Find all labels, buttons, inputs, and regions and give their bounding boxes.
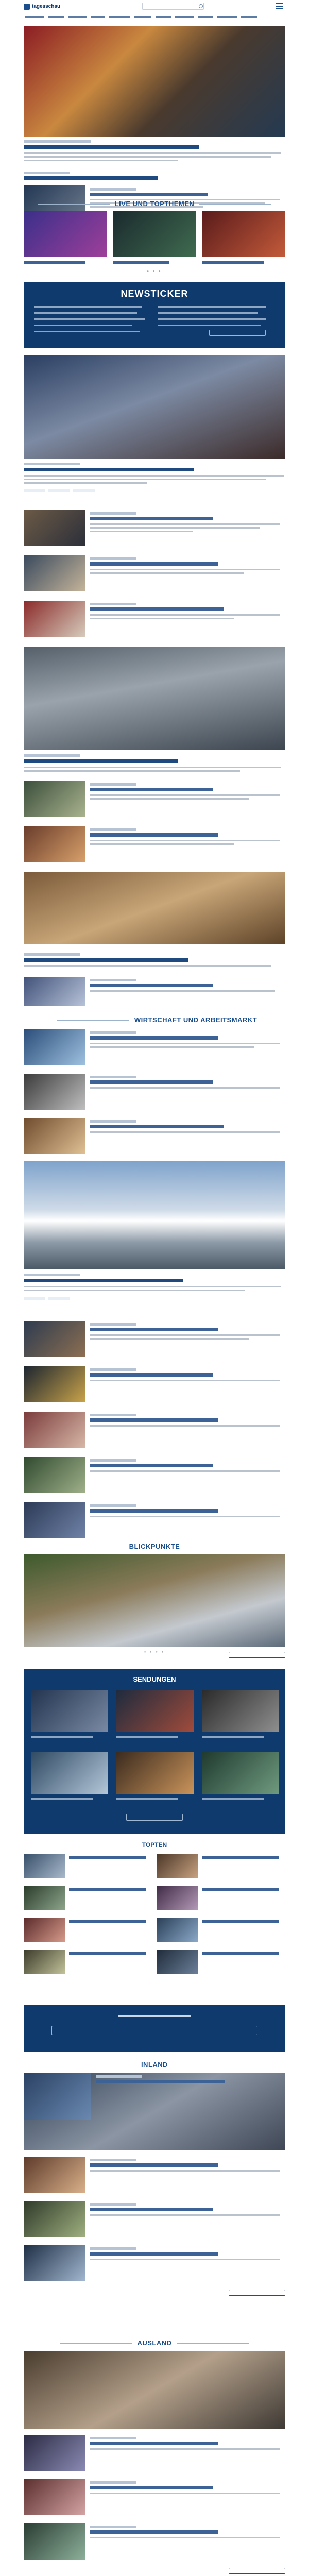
teaser-image[interactable] bbox=[24, 1074, 85, 1110]
teaser-headline[interactable] bbox=[90, 2208, 213, 2211]
teaser-kicker bbox=[90, 1368, 136, 1371]
teaser-headline[interactable] bbox=[90, 2486, 213, 2489]
teaser-kicker bbox=[96, 2075, 142, 2078]
teaser-image[interactable] bbox=[24, 1502, 85, 1538]
ticker-list bbox=[158, 306, 271, 337]
teaser-text bbox=[90, 527, 260, 529]
nav-item[interactable] bbox=[109, 16, 130, 18]
tag-chip[interactable] bbox=[24, 489, 45, 492]
topten-headline[interactable] bbox=[69, 1952, 146, 1955]
teaser-after-feature bbox=[24, 953, 285, 1010]
hero-image[interactable] bbox=[24, 26, 285, 137]
blickpunkte-section bbox=[24, 1543, 285, 1661]
teaser-text bbox=[90, 843, 234, 845]
main-navigation bbox=[24, 14, 285, 21]
teaser-text bbox=[90, 2448, 280, 2450]
tag-chip[interactable] bbox=[24, 1297, 45, 1300]
ticker-item[interactable] bbox=[34, 312, 137, 314]
teaser-headline[interactable] bbox=[96, 2080, 225, 2083]
teaser-text bbox=[90, 1516, 280, 1517]
inland-section bbox=[24, 2061, 285, 2329]
live-card-title[interactable] bbox=[113, 261, 169, 264]
topten-image[interactable] bbox=[24, 1918, 65, 1942]
sendung-video-image[interactable] bbox=[116, 1752, 194, 1794]
topten-section bbox=[24, 1841, 285, 1996]
sendung-title[interactable] bbox=[31, 1798, 93, 1800]
topten-headline[interactable] bbox=[202, 1856, 279, 1859]
teaser-kicker bbox=[90, 1414, 136, 1416]
teaser-kicker bbox=[90, 1323, 136, 1326]
tagesschau-logo-icon[interactable] bbox=[24, 4, 30, 10]
sendung-title[interactable] bbox=[116, 1798, 178, 1800]
section-title-wirtschaft: WIRTSCHAFT UND ARBEITSMARKT bbox=[24, 1016, 285, 1031]
teaser-text bbox=[90, 2259, 280, 2260]
teaser-image[interactable] bbox=[24, 1029, 85, 1065]
newsticker-title: NEWSTICKER bbox=[121, 289, 188, 299]
teaser-image[interactable] bbox=[24, 510, 85, 546]
teaser-text bbox=[90, 618, 234, 619]
inland-more-button[interactable] bbox=[229, 2290, 285, 2296]
feature-kicker bbox=[24, 754, 80, 757]
teaser-image[interactable] bbox=[24, 781, 85, 817]
sendung-video-image[interactable] bbox=[31, 1690, 108, 1732]
teaser-kicker bbox=[90, 188, 136, 191]
ticker-item[interactable] bbox=[34, 325, 132, 326]
ausland-more-button[interactable] bbox=[229, 2568, 285, 2574]
lead-kicker bbox=[24, 463, 80, 465]
blickpunkt-image[interactable] bbox=[24, 1554, 285, 1647]
ausland-lead-image[interactable] bbox=[24, 2351, 285, 2429]
blickpunkte-more-button[interactable] bbox=[229, 1652, 285, 1658]
teaser-text bbox=[90, 840, 280, 841]
teaser-kicker bbox=[90, 828, 136, 831]
live-topthemen-section bbox=[24, 200, 285, 277]
teaser-text bbox=[90, 523, 280, 525]
teaser-image[interactable] bbox=[24, 2479, 85, 2515]
live-card-title[interactable] bbox=[24, 261, 85, 264]
ticker-item[interactable] bbox=[158, 312, 258, 314]
nav-item[interactable] bbox=[48, 16, 64, 18]
menu-icon[interactable] bbox=[276, 3, 283, 9]
teaser-image[interactable] bbox=[24, 1457, 85, 1493]
sendung-title[interactable] bbox=[31, 1736, 93, 1738]
live-card-image[interactable] bbox=[113, 211, 196, 257]
ticker-item[interactable] bbox=[158, 306, 266, 308]
teaser-text bbox=[90, 990, 275, 992]
brand-name[interactable]: tagesschau bbox=[32, 4, 61, 9]
section-title-blickpunkte: BLICKPUNKTE bbox=[24, 1543, 285, 1550]
section-title-topten: TOPTEN bbox=[142, 1841, 167, 1849]
hero-teaser[interactable] bbox=[24, 26, 285, 196]
tag-chip[interactable] bbox=[48, 489, 70, 492]
hero-teaser-line bbox=[24, 152, 281, 154]
tag-chip[interactable] bbox=[48, 1297, 70, 1300]
teaser-image[interactable] bbox=[24, 2201, 85, 2237]
feature-story[interactable] bbox=[24, 1161, 285, 1316]
teaser-kicker bbox=[24, 172, 70, 174]
topten-headline[interactable] bbox=[202, 1888, 279, 1891]
teaser-image[interactable] bbox=[24, 555, 85, 591]
sendung-title[interactable] bbox=[116, 1736, 178, 1738]
teaser-kicker bbox=[90, 2437, 136, 2439]
teaser-headline[interactable] bbox=[90, 1509, 218, 1513]
teaser-kicker bbox=[90, 1076, 136, 1078]
teaser-headline[interactable] bbox=[90, 1418, 218, 1422]
teaser-headline[interactable] bbox=[90, 1125, 224, 1128]
topten-headline[interactable] bbox=[202, 1952, 279, 1955]
nav-item[interactable] bbox=[217, 16, 237, 18]
teaser-kicker bbox=[90, 2247, 136, 2250]
teaser-image[interactable] bbox=[24, 2073, 91, 2120]
teaser-headline[interactable] bbox=[90, 1036, 218, 1040]
ticker-item[interactable] bbox=[158, 325, 261, 326]
lead-story[interactable] bbox=[24, 355, 285, 505]
teaser-kicker bbox=[90, 979, 136, 981]
ticker-item[interactable] bbox=[34, 318, 145, 320]
nav-item[interactable] bbox=[241, 16, 258, 18]
nav-item[interactable] bbox=[156, 16, 171, 18]
topten-image[interactable] bbox=[157, 1950, 198, 1974]
ausland-section bbox=[24, 2339, 285, 2576]
hero-kicker bbox=[24, 140, 91, 143]
teaser-text bbox=[90, 798, 249, 800]
teaser-kicker bbox=[90, 1459, 136, 1462]
ticker-more-button[interactable] bbox=[209, 330, 266, 336]
nav-item[interactable] bbox=[25, 16, 44, 18]
teaser-list bbox=[24, 510, 285, 953]
feature-teaser bbox=[24, 1286, 281, 1287]
teaser-image[interactable] bbox=[24, 1321, 85, 1357]
hero-headline[interactable] bbox=[24, 145, 199, 149]
teaser-image[interactable] bbox=[24, 2245, 85, 2281]
sendung-title[interactable] bbox=[202, 1736, 264, 1738]
teaser-kicker bbox=[90, 2203, 136, 2206]
teaser-text bbox=[90, 569, 280, 570]
hero-teaser-line bbox=[24, 160, 178, 161]
live-card-image[interactable] bbox=[24, 211, 107, 257]
newsticker-box bbox=[24, 282, 285, 348]
feature-teaser bbox=[24, 1290, 245, 1291]
search-icon[interactable] bbox=[199, 4, 203, 8]
teaser-text bbox=[90, 2214, 280, 2216]
topten-image[interactable] bbox=[24, 1854, 65, 1878]
teaser-image[interactable] bbox=[24, 2523, 85, 2560]
nav-item[interactable] bbox=[91, 16, 105, 18]
teaser-text bbox=[90, 1425, 280, 1427]
teaser-text bbox=[90, 614, 280, 616]
feature-teaser bbox=[24, 770, 240, 772]
teaser-text bbox=[90, 2537, 280, 2538]
sendung-video-image[interactable] bbox=[202, 1752, 279, 1794]
lead-story-image[interactable] bbox=[24, 355, 285, 459]
lead-teaser bbox=[24, 475, 284, 477]
hero-teaser-line bbox=[24, 156, 271, 158]
carousel-dots[interactable]: ● ● ● bbox=[147, 270, 162, 273]
teaser-kicker bbox=[90, 1504, 136, 1507]
sendung-video-image[interactable] bbox=[116, 1690, 194, 1732]
sendung-video-image[interactable] bbox=[31, 1752, 108, 1794]
nav-item[interactable] bbox=[175, 16, 194, 18]
teaser-image[interactable] bbox=[24, 2435, 85, 2471]
section-title-ausland: AUSLAND bbox=[24, 2339, 285, 2347]
teaser-headline[interactable] bbox=[90, 1080, 213, 1084]
topten-image[interactable] bbox=[157, 1918, 198, 1942]
teaser-kicker bbox=[90, 2159, 136, 2161]
lead-teaser bbox=[24, 482, 147, 484]
teaser-headline[interactable] bbox=[90, 833, 218, 837]
teaser-kicker bbox=[90, 1120, 136, 1123]
teaser-text bbox=[90, 1087, 280, 1089]
teaser-headline[interactable] bbox=[90, 1373, 213, 1377]
teaser-text bbox=[90, 2493, 280, 2494]
feature-image[interactable] bbox=[24, 872, 285, 944]
teaser-headline[interactable] bbox=[90, 517, 213, 520]
lead-headline[interactable] bbox=[24, 468, 194, 471]
topten-headline[interactable] bbox=[69, 1856, 146, 1859]
lead-teaser bbox=[24, 479, 266, 480]
section-title-sendungen: SENDUNGEN bbox=[133, 1675, 176, 1683]
feature-image[interactable] bbox=[24, 647, 285, 750]
app-banner[interactable] bbox=[24, 2005, 285, 2052]
section-title-inland: INLAND bbox=[24, 2061, 285, 2069]
sendungen-section bbox=[24, 1669, 285, 1834]
banner-input[interactable] bbox=[52, 2026, 258, 2035]
topten-image[interactable] bbox=[157, 1886, 198, 1910]
teaser-text bbox=[90, 1338, 249, 1340]
nav-item[interactable] bbox=[134, 16, 151, 18]
search-input[interactable] bbox=[142, 3, 204, 10]
teaser-text bbox=[90, 1131, 280, 1133]
feature-teaser bbox=[24, 767, 281, 768]
teaser-headline[interactable] bbox=[90, 607, 224, 611]
wirtschaft-section bbox=[24, 1016, 285, 1155]
teaser-headline[interactable] bbox=[90, 2163, 218, 2167]
ticker-item[interactable] bbox=[34, 331, 140, 332]
section-title-live: LIVE UND TOPTHEMEN bbox=[24, 200, 285, 208]
topten-headline[interactable] bbox=[202, 1920, 279, 1923]
teaser-headline[interactable] bbox=[90, 1328, 218, 1331]
feature-kicker bbox=[24, 1274, 80, 1276]
sendung-video-image[interactable] bbox=[202, 1690, 279, 1732]
topten-image[interactable] bbox=[24, 1950, 65, 1974]
teaser-kicker bbox=[90, 603, 136, 605]
teaser-headline[interactable] bbox=[90, 193, 208, 196]
sendung-title[interactable] bbox=[202, 1798, 264, 1800]
feature-image[interactable] bbox=[24, 1161, 285, 1269]
carousel-dots[interactable]: ● ● ● ● bbox=[144, 1651, 165, 1654]
teaser-kicker bbox=[90, 2526, 136, 2528]
live-card-image[interactable] bbox=[202, 211, 285, 257]
topten-headline[interactable] bbox=[69, 1920, 146, 1923]
teaser-headline[interactable] bbox=[90, 2442, 218, 2445]
teaser-headline[interactable] bbox=[24, 176, 158, 180]
teaser-kicker bbox=[90, 2481, 136, 2484]
teaser-headline[interactable] bbox=[90, 2252, 218, 2256]
teaser-headline[interactable] bbox=[90, 984, 213, 987]
teaser-image[interactable] bbox=[24, 1118, 85, 1154]
nav-item[interactable] bbox=[68, 16, 87, 18]
feature-headline[interactable] bbox=[24, 1279, 183, 1282]
live-card-title[interactable] bbox=[202, 261, 264, 264]
teaser-headline[interactable] bbox=[90, 2530, 218, 2534]
site-header bbox=[24, 0, 285, 24]
topten-image[interactable] bbox=[24, 1886, 65, 1910]
teaser-image[interactable] bbox=[24, 601, 85, 637]
teaser-image[interactable] bbox=[24, 2157, 85, 2193]
feature-headline[interactable] bbox=[24, 958, 188, 962]
feature-headline[interactable] bbox=[24, 759, 178, 763]
teaser-kicker bbox=[90, 557, 136, 560]
nav-item[interactable] bbox=[198, 16, 213, 18]
teaser-text bbox=[90, 2170, 280, 2172]
teaser-text bbox=[90, 1470, 280, 1472]
teaser-kicker bbox=[90, 1031, 136, 1034]
teaser-text bbox=[90, 1380, 280, 1381]
teaser-text bbox=[90, 794, 280, 796]
topten-image[interactable] bbox=[157, 1854, 198, 1878]
banner-title bbox=[118, 2015, 191, 2017]
teaser-text bbox=[90, 572, 244, 574]
ticker-item[interactable] bbox=[34, 306, 142, 308]
teaser-image[interactable] bbox=[24, 977, 85, 1006]
teaser-text bbox=[90, 531, 193, 532]
teaser-image[interactable] bbox=[24, 1412, 85, 1448]
teaser-headline[interactable] bbox=[90, 1464, 213, 1467]
teaser-kicker bbox=[90, 512, 136, 515]
teaser-text bbox=[90, 1334, 280, 1336]
teaser-headline[interactable] bbox=[90, 788, 213, 791]
teaser-image[interactable] bbox=[24, 1366, 85, 1402]
teaser-headline[interactable] bbox=[90, 562, 218, 566]
teaser-text bbox=[90, 1046, 254, 1048]
feature-kicker bbox=[24, 953, 80, 956]
sendungen-more-button[interactable] bbox=[126, 1814, 183, 1821]
teaser-kicker bbox=[90, 783, 136, 786]
teaser-image[interactable] bbox=[24, 826, 85, 862]
teaser-text bbox=[90, 1043, 280, 1044]
ticker-list bbox=[34, 306, 147, 337]
feature-teaser bbox=[24, 965, 271, 967]
topten-headline[interactable] bbox=[69, 1888, 146, 1891]
ticker-item[interactable] bbox=[158, 318, 266, 320]
tag-chip[interactable] bbox=[73, 489, 95, 492]
